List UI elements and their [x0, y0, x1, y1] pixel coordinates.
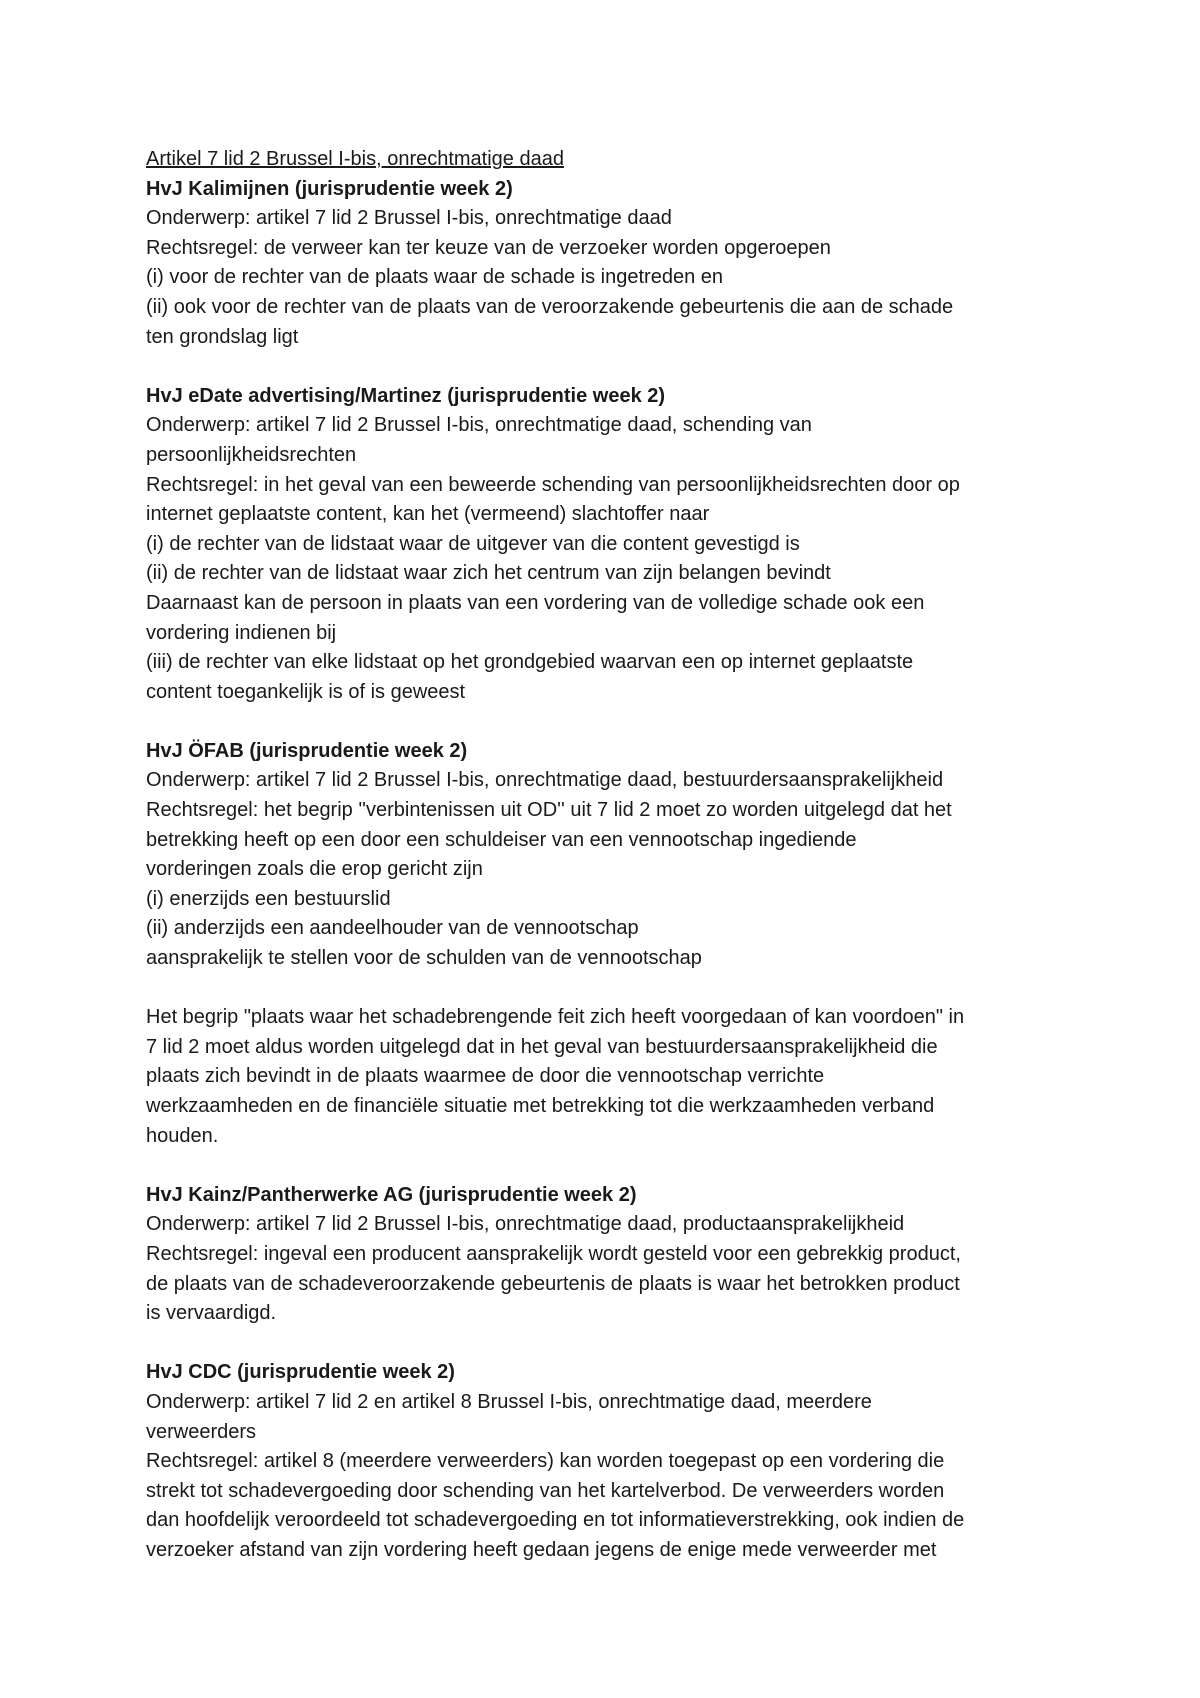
case-heading: HvJ ÖFAB (jurisprudentie week 2)	[146, 739, 468, 762]
case-heading: HvJ Kainz/Pantherwerke AG (jurisprudentie week 2)	[146, 1183, 637, 1206]
case-heading: HvJ eDate advertising/Martinez (jurisprudentie week 2)	[146, 384, 666, 407]
case-line: ten grondslag ligt	[146, 325, 299, 348]
case-kalimijnen	[146, 175, 1076, 353]
spacer	[146, 974, 1076, 1004]
paragraph-line: plaats zich bevindt in de plaats waarmee de door die vennootschap verrichte	[146, 1065, 825, 1088]
case-line: (ii) anderzijds een aandeelhouder van de vennootschap	[146, 917, 639, 940]
case-line: Rechtsregel: ingeval een producent aansprakelijk wordt gesteld voor een gebrekkig product,	[146, 1242, 961, 1265]
case-heading: HvJ CDC (jurisprudentie week 2)	[146, 1361, 455, 1384]
case-line: Onderwerp: artikel 7 lid 2 Brussel I-bis, onrechtmatige daad	[146, 207, 672, 230]
case-line: dan hoofdelijk veroordeeld tot schadevergoeding en tot informatieverstrekking, ook indien de	[146, 1509, 965, 1532]
spacer	[146, 1329, 1076, 1359]
spacer	[146, 352, 1076, 382]
paragraph-line: houden.	[146, 1124, 219, 1147]
case-cdc	[146, 1358, 1076, 1565]
case-line: de plaats van de schadeveroorzakende gebeurtenis de plaats is waar het betrokken product	[146, 1272, 960, 1295]
case-line: Rechtsregel: het begrip ''verbintenissen uit OD'' uit 7 lid 2 moet zo worden uitgelegd dat het	[146, 799, 952, 822]
spacer	[146, 1151, 1076, 1181]
case-heading: HvJ Kalimijnen (jurisprudentie week 2)	[146, 177, 513, 200]
case-ofab	[146, 737, 1076, 974]
paragraph-line: 7 lid 2 moet aldus worden uitgelegd dat in het geval van bestuurdersaansprakelijkheid die	[146, 1035, 938, 1058]
case-line: strekt tot schadevergoeding door schending van het kartelverbod. De verweerders worden	[146, 1479, 945, 1502]
spacer	[146, 707, 1076, 737]
case-edate	[146, 382, 1076, 708]
case-line: internet geplaatste content, kan het (vermeend) slachtoffer naar	[146, 503, 710, 526]
case-line: Daarnaast kan de persoon in plaats van een vordering van de volledige schade ook een	[146, 591, 925, 614]
case-line: (ii) de rechter van de lidstaat waar zich het centrum van zijn belangen bevindt	[146, 562, 831, 585]
case-line: vordering indienen bij	[146, 621, 337, 644]
case-ofab-paragraph	[146, 1003, 1076, 1151]
case-line: (i) enerzijds een bestuurslid	[146, 887, 391, 910]
case-kainz	[146, 1181, 1076, 1329]
paragraph-line: Het begrip "plaats waar het schadebrengende feit zich heeft voorgedaan of kan voordoen" in	[146, 1006, 965, 1029]
paragraph-line: werkzaamheden en de financiële situatie met betrekking tot die werkzaamheden verband	[146, 1095, 935, 1117]
case-line: Rechtsregel: artikel 8 (meerdere verweerders) kan worden toegepast op een vordering die	[146, 1450, 945, 1473]
case-line: is vervaardigd.	[146, 1302, 277, 1325]
case-line: vorderingen zoals die erop gericht zijn	[146, 858, 483, 881]
case-line: Onderwerp: artikel 7 lid 2 en artikel 8 Brussel I-bis, onrechtmatige daad, meerdere	[146, 1390, 872, 1413]
case-line: Onderwerp: artikel 7 lid 2 Brussel I-bis, onrechtmatige daad, productaansprakelijkheid	[146, 1213, 905, 1236]
document-page	[146, 145, 1076, 1566]
case-line: (i) de rechter van de lidstaat waar de uitgever van die content gevestigd is	[146, 532, 800, 555]
case-line: (i) voor de rechter van de plaats waar de schade is ingetreden en	[146, 266, 724, 289]
case-line: aansprakelijk te stellen voor de schulden van de vennootschap	[146, 947, 702, 970]
case-line: content toegankelijk is of is geweest	[146, 680, 466, 703]
case-line: Rechtsregel: de verweer kan ter keuze van de verzoeker worden opgeroepen	[146, 236, 831, 259]
case-line: (ii) ook voor de rechter van de plaats van de veroorzakende gebeurtenis die aan de schade	[146, 295, 954, 318]
case-line: betrekking heeft op een door een schuldeiser van een vennootschap ingediende	[146, 828, 857, 851]
case-line: Onderwerp: artikel 7 lid 2 Brussel I-bis, onrechtmatige daad, schending van	[146, 414, 812, 437]
case-line: Rechtsregel: in het geval van een beweerde schending van persoonlijkheidsrechten door op	[146, 473, 960, 496]
document-title: Artikel 7 lid 2 Brussel I-bis, onrechtmatige daad	[146, 148, 564, 170]
case-line: (iii) de rechter van elke lidstaat op het grondgebied waarvan een op internet geplaatste	[146, 651, 914, 674]
case-line: verweerders	[146, 1420, 257, 1443]
case-line: persoonlijkheidsrechten	[146, 443, 357, 466]
case-line: Onderwerp: artikel 7 lid 2 Brussel I-bis, onrechtmatige daad, bestuurdersaansprakelijkheid	[146, 769, 944, 792]
case-line: verzoeker afstand van zijn vordering heeft gedaan jegens de enige mede verweerder met	[146, 1538, 937, 1561]
